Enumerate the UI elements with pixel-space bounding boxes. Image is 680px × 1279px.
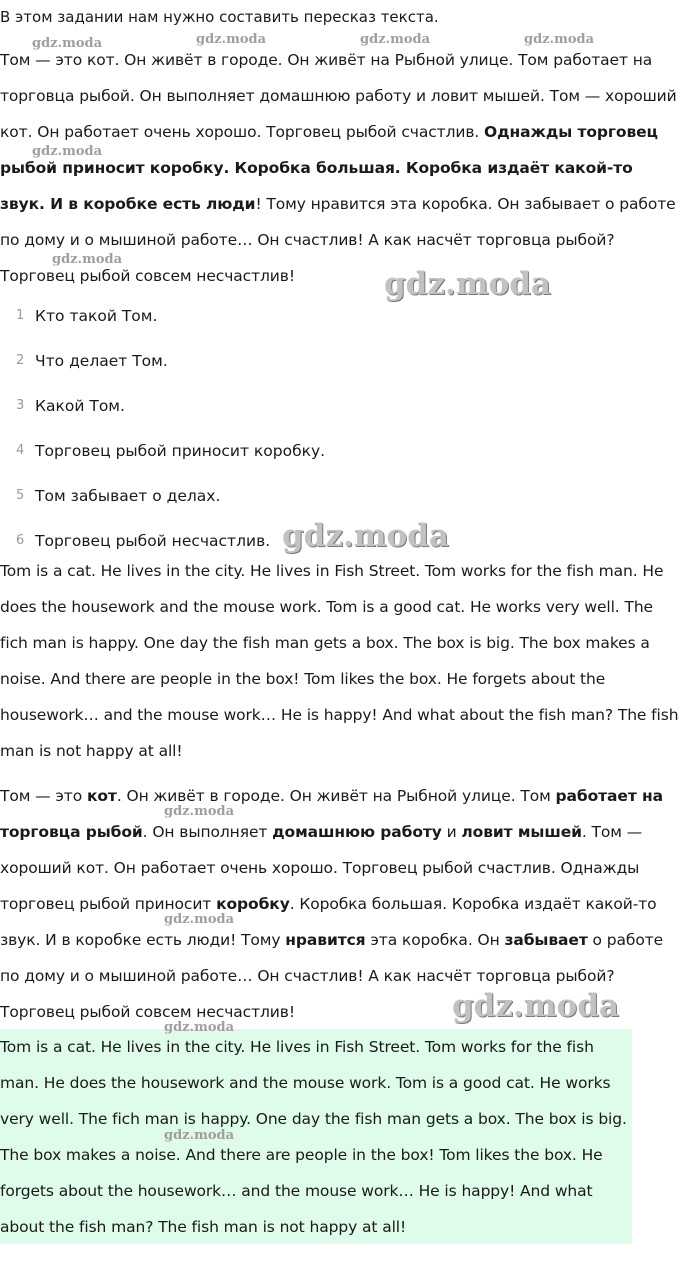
list-item: [0, 293, 680, 338]
list-text: Какой Том.: [35, 396, 125, 415]
watermark: gdz.moda: [452, 988, 619, 1024]
list-item: [0, 428, 680, 473]
bold-part: коробку: [216, 895, 290, 913]
bold-part: кот: [86, 787, 117, 805]
list-text: Что делает Том.: [35, 351, 168, 370]
list-text: Кто такой Том.: [35, 306, 158, 325]
bold-part: ловит мышей: [461, 823, 582, 841]
text-part: . Он выполняет: [142, 823, 273, 841]
intro-text: В этом задании нам нужно составить пересказ текста.: [0, 8, 439, 26]
text-part: . Он живёт в городе. Он живёт на Рыбной улице. Том: [116, 787, 556, 805]
russian-text-paragraph: [0, 42, 680, 294]
watermark: gdz.moda: [52, 252, 123, 267]
text-part: и: [441, 823, 462, 841]
watermark: gdz.moda: [164, 912, 235, 927]
text-part: Том — это: [0, 787, 87, 805]
bold-part: забывает: [504, 931, 588, 949]
list-item: [0, 473, 680, 518]
text-part: . Том — хороший кот. Он работает очень хорошо. Торговец рыбой счастлив. Однажды торговец рыбой приносит: [0, 823, 643, 913]
watermark: gdz.moda: [164, 1128, 235, 1143]
bold-part: нравится: [285, 931, 366, 949]
list-item: [0, 338, 680, 383]
list-number: 4: [16, 442, 25, 458]
russian-highlighted-paragraph: [0, 778, 680, 1030]
russian-text-bold-part: Однажды торговец рыбой приносит коробку. Коробка большая. Коробка издаёт какой-то звук. И в коробке есть люди: [0, 123, 658, 213]
watermark: gdz.moda: [164, 804, 235, 819]
bold-part: домашнюю работу: [272, 823, 442, 841]
bold-part: работает на торговца рыбой: [0, 787, 663, 841]
watermark: gdz.moda: [524, 32, 595, 47]
question-list: [0, 293, 680, 563]
list-number: 2: [16, 352, 25, 368]
watermark: gdz.moda: [282, 518, 449, 554]
list-number: 3: [16, 397, 25, 413]
list-text: Торговец рыбой несчастлив.: [35, 531, 271, 550]
list-number: 5: [16, 487, 25, 503]
text-part: эта коробка. Он: [365, 931, 505, 949]
list-item: [0, 383, 680, 428]
english-answer-paragraph: Tom is a cat. He lives in the city. He lives in Fish Street. Tom works for the fish man. He does the housework and the mouse work. Tom is a good cat. He works very well. The fich man is happy. One day the fish man gets a box. The box is big. The box makes a noise. And there are people in the box! Tom likes the box. He forgets about the housework… and the mouse work… He is happy! And what about the fish man? The fish man is not happy at all!: [0, 1038, 627, 1236]
english-text-paragraph: Tom is a cat. He lives in the city. He lives in Fish Street. Tom works for the fish man. He does the housework and the mouse work. Tom is a good cat. He works very well. The fich man is happy. One day the fish man gets a box. The box is big. The box makes a noise. And there are people in the box! Tom likes the box. He forgets about the housework… and the mouse work… He is happy! And what about the fish man? The fish man is not happy at all!: [0, 562, 679, 760]
list-number: 1: [16, 307, 25, 323]
watermark: gdz.moda: [196, 32, 267, 47]
watermark: gdz.moda: [32, 36, 103, 51]
watermark: gdz.moda: [32, 144, 103, 159]
watermark: gdz.moda: [384, 266, 551, 302]
list-text: Торговец рыбой приносит коробку.: [35, 441, 326, 460]
list-number: 6: [16, 532, 25, 548]
russian-text-part: ! Тому нравится эта коробка. Он забывает о работе по дому и о мышиной работе… Он счастлив! А как насчёт торговца рыбой? Торговец рыбой совсем несчастлив!: [0, 195, 676, 285]
watermark: gdz.moda: [164, 1020, 235, 1035]
russian-text-part: Том — это кот. Он живёт в городе. Он живёт на Рыбной улице. Том работает на торговца рыбой. Он выполняет домашнюю работу и ловит мышей. Том — хороший кот. Он работает очень хорошо. Торговец рыбой счастлив.: [0, 51, 677, 141]
text-part: о работе по дому и о мышиной работе… Он счастлив! А как насчёт торговца рыбой? Торговец рыбой совсем несчастлив!: [0, 931, 664, 1021]
text-part: . Коробка большая. Коробка издаёт какой-то звук. И в коробке есть люди! Тому: [0, 895, 657, 949]
list-text: Том забывает о делах.: [35, 486, 221, 505]
watermark: gdz.moda: [360, 32, 431, 47]
